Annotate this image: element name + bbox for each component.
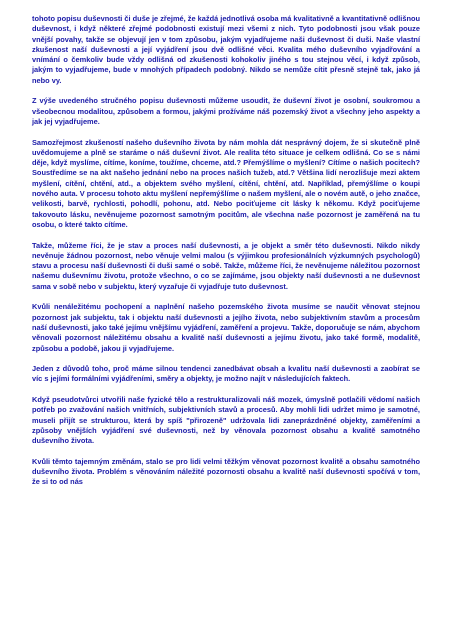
paragraph-4: Takže, můžeme říci, že je stav a proces naší duševnosti, a je objekt a směr této duševnosti. Nikdo nikdy nevěnuje žádnou pozornost, nebo věnuje velmi malou (s výjimkou profesionálních výzkumných psychologů) stavu a procesu naší duševnosti či duši samé o sobě. Takže, můžeme říci, že nevěnujeme náležitou pozornost našemu duševnímu životu, protože všechno, o co se zajímáme, jsou objekty naší duševnosti a ne duševnost sama v sobě nebo v subjektu, který vyzařuje či vyjadřuje tuto duševnost. [32,240,420,291]
paragraph-2: Z výše uvedeného stručného popisu duševnosti můžeme usoudit, že duševní život je osobní, soukromou a všeobecnou modalitou, způsobem a formou, jakými prožíváme náš pozemský život a všechny jeho aspekty a jak jej vyjadřujeme. [32,96,420,126]
document-page [32,14,420,488]
paragraph-1: tohoto popisu duševnosti či duše je zřejmé, že každá jednotlivá osoba má kvalitativně a kvantitativně odlišnou duševnost, i když některé zřejmé podobnosti existují mezi všemi z nich. Tyto podobnosti jsou však pouze vnější povahy, takže se objevují jen v tom způsobu, jakým vyjadřujeme naši duševnost či duši. Naše vlastní zkušenost naší duševnosti a její vyjádření jsou dvě odlišné věci. Kvalita mého duševního vyjadřování a vnímání o čemkoliv bude vždy odlišná od zkušenosti kohokoliv jiného s tou stejnou věcí, i když způsob, jakým to vyjadřujeme, bude v mnohých případech podobný. Nikdo se nemůže cítit přesně stejně tak, jako já nebo vy. [32,14,420,85]
paragraph-8: Kvůli těmto tajemným změnám, stalo se pro lidi velmi těžkým věnovat pozornost kvalitě a obsahu samotného duševního života. Problém s věnováním náležité pozornosti obsahu a kvalitě naší duševnosti spočívá v tom, že si to od nás [32,456,420,487]
paragraph-3: Samozřejmost zkušeností našeho duševního života by nám mohla dát nesprávný dojem, že si skutečně plně uvědomujeme a plně se staráme o náš duševní život. Ale realita této situace je celkem odlišná. Co se s námi děje, když myslíme, cítíme, koníme, toužíme, chceme, atd.? Přemýšlíme o myšlení? Cítíme o našich pocitech? Soustředíme se na akt našeho jednání nebo na proces našich tužeb, atd.? Většina lidí nerozlišuje mezi aktem myšlení, cítění, chtění, atd., a objektem svého myšlení, cítění, chtění, atd. Například, přemýšlíme o koupi nového auta. V procesu tohoto aktu myšlení nepřemýšlíme o našem myšlení, ale o novém autě, o jeho značce, velikosti, barvě, rychlosti, pohodlí, pohonu, atd. Nebo pociťujeme cit lásky k někomu. Když pociťujeme takovouto lásku, nevěnujeme pozornost samotným pocitům, ale všechna naše pozornost je zaměřená na tu osobu, o které takto cítíme. [32,137,420,229]
paragraph-7: Když pseudotvůrci utvořili naše fyzické tělo a restrukturalizovali náš mozek, úmyslně potlačili vědomí našich potřeb po zvažování našich vnitřních, subjektivních stavů a procesů. Aby mohli lidi udržet mimo je samotné, museli přijít se strukturou, která by spíš "přirozeně" udržovala lidi zaneprázdněné objekty, zaměřeními a způsoby vnějších vyjádření své duševnosti, než by věnovala pozornost obsahu a kvalitě samotného duševního života. [32,394,420,446]
paragraph-5: Kvůli nenáležitému pochopení a naplnění našeho pozemského života musíme se naučit věnovat stejnou pozornost jak subjektu, tak i objektu naší duševnosti a jejího života, nebo subjektivním stavům a procesům naší duševnosti, jako také jejímu vnějšímu vyjádření, zaměření a projevu. Takže, doporučuje se nám, abychom věnovali pozornost náležitému obsahu a kvalitě naší duševnosti a jejímu životu, jako také formě, modalitě, způsobu a podobě, jakou ji vyjadřujeme. [32,302,420,353]
paragraph-6: Jeden z důvodů toho, proč máme silnou tendenci zanedbávat obsah a kvalitu naší duševnosti a zaobírat se víc s jejími formálními vyjádřeními, směry a objekty, je možno najít v následujících faktech. [32,364,420,384]
